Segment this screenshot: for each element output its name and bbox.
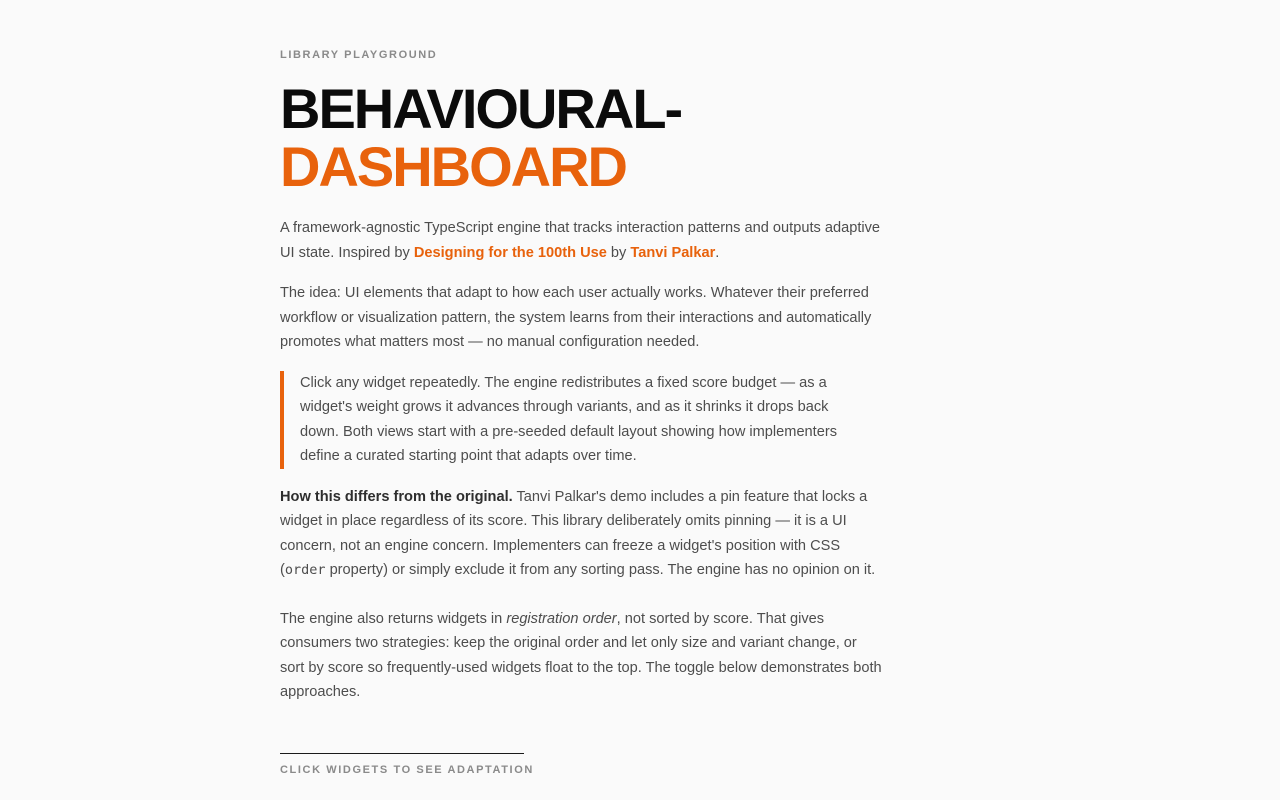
callout-text: Click any widget repeatedly. The engine redistributes a fixed score budget — as a widget's weight grows it advances through variants, and as it shrinks it drops back down. Both views start with a pre-seeded default layout showing how implementers define a curated starting point that adapts over time.: [300, 374, 838, 464]
intro-paragraph: [280, 216, 885, 265]
differs-text: Tanvi Palkar's demo includes a pin feature that locks a widget in place regardless of its score. This library deliberately omits pinning — it is a UI concern, not an engine concern. Implementers can freeze a widget's position with CSS (: [280, 488, 868, 578]
ordering-paragraph: [280, 607, 885, 705]
title-line-primary: BEHAVIOURAL-: [280, 77, 682, 140]
page-title: [280, 77, 682, 198]
widgets-section-label: CLICK WIDGETS TO SEE ADAPTATION: [280, 764, 534, 776]
order-code: order: [284, 562, 326, 578]
intro-text: A framework-agnostic TypeScript engine that tracks interaction patterns and outputs adaptive UI state. Inspired by: [280, 220, 881, 261]
intro-by-text: by: [606, 244, 631, 261]
ordering-text: The engine also returns widgets in: [280, 610, 507, 627]
registration-order-emphasis: registration order: [506, 610, 617, 627]
idea-paragraph: The idea: UI elements that adapt to how each user actually works. Whatever their preferred workflow or visualization pattern, the system learns from their interactions and automatically promotes what matters most — no manual configuration needed.: [280, 285, 872, 350]
differs-text-after: property) or simply exclude it from any sorting pass. The engine has no opinion on it.: [325, 562, 876, 578]
callout-blockquote: [280, 371, 870, 469]
eyebrow-label: LIBRARY PLAYGROUND: [280, 49, 438, 61]
author-link[interactable]: Tanvi Palkar: [630, 244, 716, 261]
differs-paragraph: [280, 485, 885, 583]
section-divider: [280, 753, 524, 754]
differs-heading: How this differs from the original.: [280, 488, 513, 505]
article-link[interactable]: Designing for the 100th Use: [413, 244, 607, 261]
ordering-text-after: , not sorted by score. That gives consumers two strategies: keep the original order and let only size and variant change, or sort by score so frequently-used widgets float to the top. The toggle below demonstrates both approaches.: [280, 610, 882, 700]
article-content: [280, 216, 885, 721]
title-line-accent: DASHBOARD: [280, 135, 626, 198]
intro-end-text: .: [715, 244, 720, 261]
